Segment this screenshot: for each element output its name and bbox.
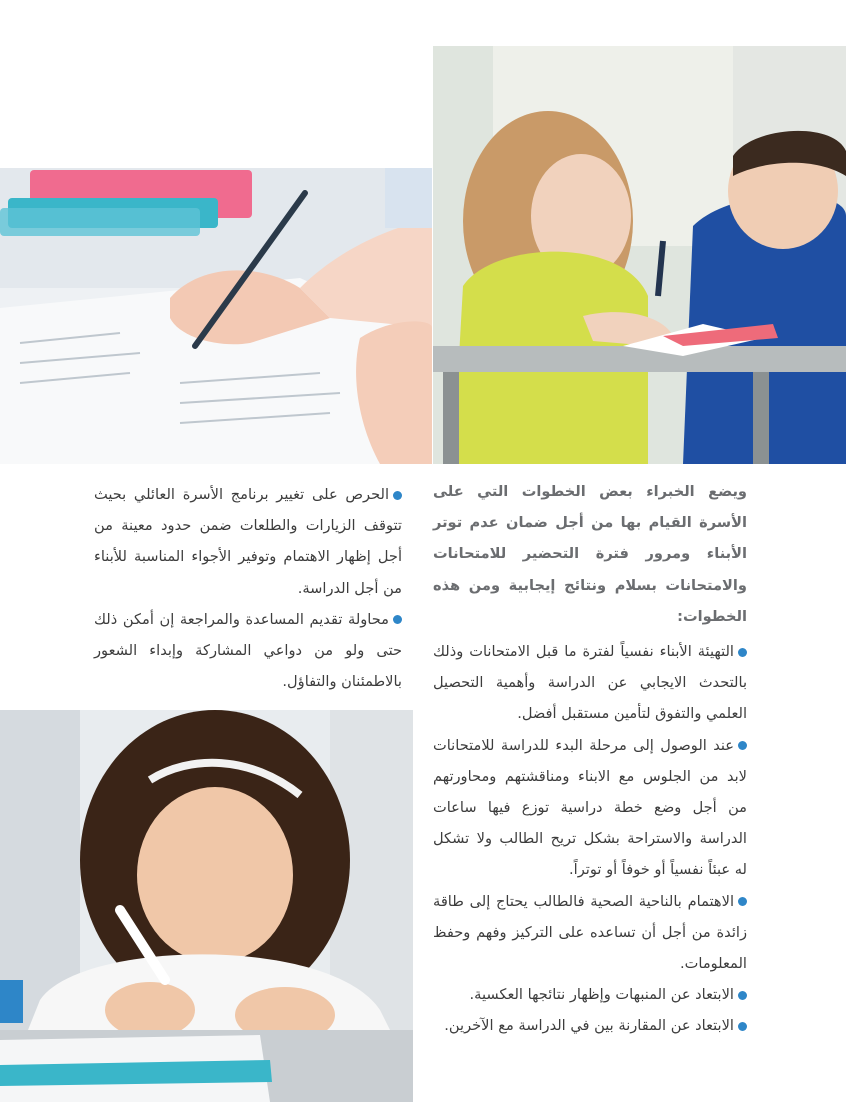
bullet-icon bbox=[738, 648, 747, 657]
list-item bbox=[433, 636, 747, 730]
list-item bbox=[433, 1010, 747, 1041]
right-text-column bbox=[433, 476, 747, 1042]
list-item-text: الاهتمام بالناحية الصحية فالطالب يحتاج إلى طاقة زائدة من أجل أن تساعده على التركيز وفهم وحفظ المعلومات. bbox=[433, 892, 747, 973]
boy-and-girl-studying-photo bbox=[433, 46, 846, 464]
list-item-text: الحرص على تغيير برنامج الأسرة العائلي بحيث تتوقف الزيارات والطلعات ضمن حدود معينة من أجل إظهار الاهتمام وتوفير الأجواء المناسبة للأبناء من أجل الدراسة. bbox=[94, 486, 402, 597]
list-item-text: الابتعاد عن المنبهات وإظهار نتائجها العكسية. bbox=[469, 986, 734, 1004]
bullet-icon bbox=[738, 741, 747, 750]
list-item-text: عند الوصول إلى مرحلة البدء للدراسة للامتحانات لابد من الجلوس مع الابناء ومناقشتهم ومحاورتهم من أجل وضع خطة دراسية توزع فيها ساعات الدراسة والاستراحة بشكل تريح الطالب ولا تشكل له عبئاً نفسياً أو خوفاً أو توتراً. bbox=[433, 736, 747, 879]
page-edge-tab bbox=[0, 980, 23, 1023]
smiling-girl-writing-photo bbox=[0, 710, 413, 1102]
list-item bbox=[433, 886, 747, 980]
list-item-text: محاولة تقديم المساعدة والمراجعة إن أمكن ذلك حتى ولو من دواعي المشاركة وإبداء الشعور بالاطمئنان والتفاؤل. bbox=[94, 610, 402, 691]
list-item bbox=[433, 730, 747, 886]
bullet-icon bbox=[738, 1022, 747, 1031]
list-item bbox=[94, 479, 402, 604]
list-item bbox=[433, 979, 747, 1010]
list-item-text: التهيئة الأبناء نفسياً لفترة ما قبل الامتحانات وذلك بالتحدث الايجابي عن الدراسة وأهمية التحصيل العلمي والتفوق لتأمين مستقبل أفضل. bbox=[433, 643, 747, 723]
bullet-icon bbox=[738, 897, 747, 906]
bullet-icon bbox=[738, 991, 747, 1000]
list-item-text: الابتعاد عن المقارنة بين في الدراسة مع الآخرين. bbox=[444, 1017, 734, 1035]
bullet-icon bbox=[393, 615, 402, 624]
bullet-icon bbox=[393, 491, 402, 500]
intro-paragraph: ويضع الخبراء بعض الخطوات التي على الأسرة القيام بها من أجل ضمان عدم توتر الأبناء ومرور فترة التحضير للامتحانات والامتحانات بسلام ونتائج إيجابية ومن هذه الخطوات: bbox=[433, 483, 747, 625]
hand-writing-exam-photo bbox=[0, 168, 432, 464]
left-text-column bbox=[94, 479, 402, 697]
list-item bbox=[94, 604, 402, 698]
